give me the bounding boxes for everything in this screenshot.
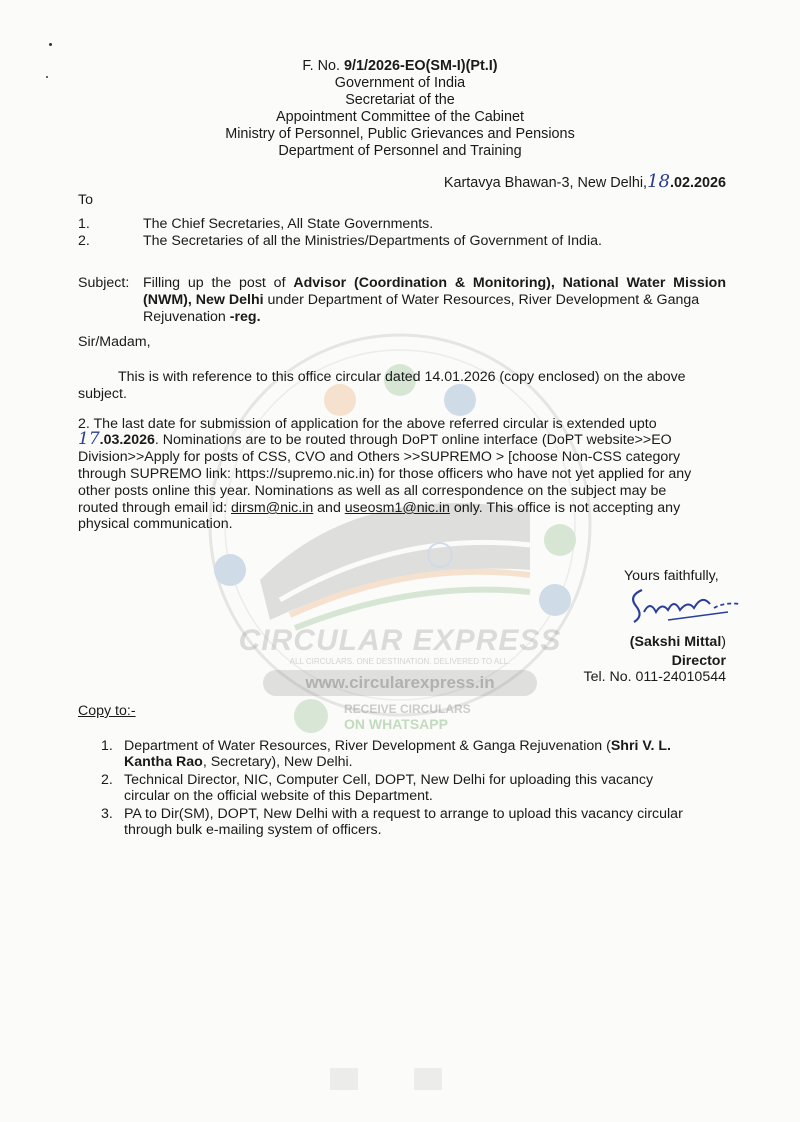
recipient-2-num: 2. — [78, 233, 90, 249]
whatsapp-icon — [294, 699, 328, 733]
para2-line2: 17.03.2026. Nominations are to be routed through DoPT online interface (DoPT website>>EO — [78, 429, 672, 449]
email-dirsm-link[interactable]: dirsm@nic.in — [231, 500, 314, 516]
para2-line5: other posts online this year. Nominations as well as all correspondence on the subject may be — [78, 483, 667, 499]
salutation: Sir/Madam, — [78, 334, 151, 350]
signatory-name: (Sakshi Mittal) — [629, 634, 726, 650]
to-label: To — [78, 192, 93, 208]
header-line-ministry: Ministry of Personnel, Public Grievances and Pensions — [225, 126, 575, 142]
header-line-secretariat: Secretariat of the — [345, 92, 455, 108]
scan-smudge — [330, 1068, 358, 1090]
subject-line-2: (NWM), New Delhi under Department of Water Resources, River Development & Ganga — [143, 292, 700, 308]
handwritten-date: 17 — [78, 429, 100, 449]
watermark-website-pill — [263, 670, 537, 696]
subject-label: Subject: — [78, 275, 130, 291]
file-number: F. No. 9/1/2026-EO(SM-I)(Pt.I) — [302, 58, 498, 74]
copy-item-3-line1: PA to Dir(SM), DOPT, New Delhi with a request to arrange to upload this vacancy circular — [124, 806, 683, 822]
recipient-1-text: The Chief Secretaries, All State Governments. — [143, 216, 434, 232]
copy-item-2-num: 2. — [101, 772, 113, 788]
para1-line2: subject. — [78, 386, 127, 402]
scan-smudge — [414, 1068, 442, 1090]
para2-line6: routed through email id: dirsm@nic.in and useosm1@nic.in only. This office is not accepting any — [78, 500, 681, 516]
header-line-acc: Appointment Committee of the Cabinet — [276, 109, 524, 125]
recipient-1-num: 1. — [78, 216, 90, 232]
watermark-whatsapp-line1: RECEIVE CIRCULARS — [344, 702, 471, 716]
email-useosm1-link[interactable]: useosm1@nic.in — [344, 500, 450, 516]
header-line-govt: Government of India — [334, 75, 466, 91]
copy-item-3-num: 3. — [101, 806, 113, 822]
scan-speck — [49, 43, 52, 46]
subject-line-3: Rejuvenation -reg. — [143, 309, 261, 325]
subject-line-1: Filling up the post of Advisor (Coordination & Monitoring), National Water Mission — [143, 275, 727, 291]
copy-item-2-line2: circular on the official website of this Department. — [124, 788, 433, 804]
watermark-brand: CIRCULAR EXPRESS — [238, 624, 562, 657]
watermark-website: www.circularexpress.in — [305, 673, 495, 692]
date-line: Kartavya Bhawan-3, New Delhi,18.02.2026 — [443, 171, 726, 192]
para2-line7: physical communication. — [78, 516, 233, 532]
signatory-tel: Tel. No. 011-24010544 — [583, 669, 726, 685]
copy-item-1-line1: Department of Water Resources, River Development & Ganga Rejuvenation (Shri V. L. — [124, 738, 671, 754]
signature-image — [628, 582, 748, 628]
closing: Yours faithfully, — [624, 568, 719, 584]
signatory-designation: Director — [671, 653, 726, 669]
para2-line3: Division>>Apply for posts of CSS, CVO and Others >>SUPREMO > [choose Non-CSS category — [78, 449, 681, 465]
copy-item-2-line1: Technical Director, NIC, Computer Cell, DOPT, New Delhi for uploading this vacancy — [124, 772, 654, 788]
watermark-tagline: ALL CIRCULARS. ONE DESTINATION. DELIVERED TO ALL. — [289, 657, 511, 666]
para2-line4: through SUPREMO link: https://supremo.nic.in) for those officers who have not yet applied for any — [78, 466, 692, 482]
copy-item-3-line2: through bulk e-mailing system of officers. — [124, 822, 382, 838]
para1-line1: This is with reference to this office circular dated 14.01.2026 (copy enclosed) on the above — [118, 369, 686, 385]
para2-line1: 2. The last date for submission of application for the above referred circular is extended upto — [78, 416, 657, 432]
handwritten-day: 18 — [647, 171, 670, 192]
header-line-department: Department of Personnel and Training — [278, 143, 522, 159]
copy-item-1-line2: Kantha Rao, Secretary), New Delhi. — [124, 754, 353, 770]
copy-item-1-num: 1. — [101, 738, 113, 754]
copy-to-label: Copy to:- — [78, 703, 136, 719]
watermark-whatsapp-line2: ON WHATSAPP — [344, 716, 448, 732]
recipient-2-text: The Secretaries of all the Ministries/Departments of Government of India. — [143, 233, 602, 249]
